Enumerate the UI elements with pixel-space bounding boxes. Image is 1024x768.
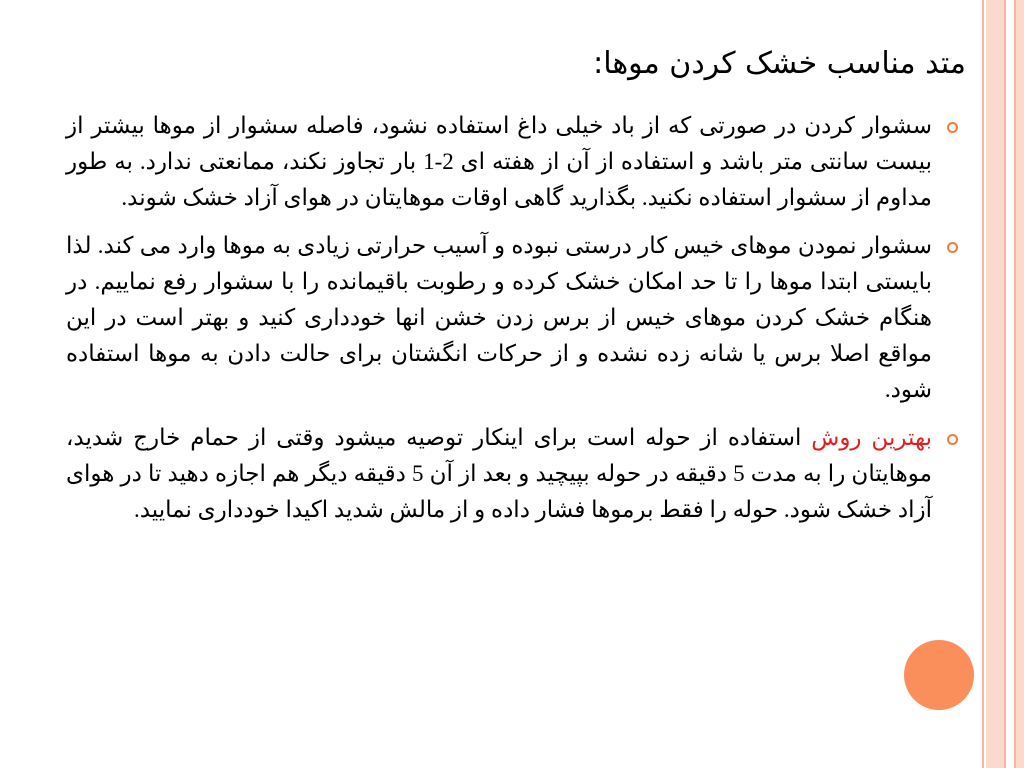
bullet-circle-icon	[947, 434, 958, 445]
bullet-paragraph	[66, 228, 946, 408]
border-stripe	[986, 0, 1004, 768]
bullet-text: سشوار نمودن موهای خیس کار درستی نبوده و آسیب حرارتی زیادی به موها وارد می کند. لذا بایستی ابتدا موها را تا حد امکان خشک کرده و رطوبت باقیمانده را با سشوار رفع نماییم. در هنگام خشک کردن موهای خیس از برس زدن خشن انها خودداری کنید و بهتر است در این مواقع اصلا برس یا شانه زده نشده و از حرکات انگشتان برای حالت دادن به موها استفاده شود.	[66, 233, 932, 402]
bullet-text: سشوار کردن در صورتی که از باد خیلی داغ استفاده نشود، فاصله سشوار از موها بیشتر از بیست سانتی متر باشد و استفاده از آن از هفته ای 2-1 بار تجاوز نکند، ممانعتی ندارد. به طور مداوم از سشوار استفاده نکنید. بگذارید گاهی اوقات موهایتان در هوای آزاد خشک شوند.	[66, 113, 933, 210]
border-stripe	[982, 0, 984, 768]
bullet-paragraph	[66, 420, 946, 528]
slide-content	[66, 108, 946, 540]
bullet-circle-icon	[947, 242, 958, 253]
bullet-text: استفاده از حوله است برای اینکار توصیه میشود وقتی از حمام خارج شدید، موهایتان را به مدت 5 دقیقه در حوله بپیچید و بعد از آن 5 دقیقه دیگر هم اجازه دهید تا در هوای آزاد خشک شود. حوله را فقط برموها فشار داده و از مالش شدید اکیدا خودداری نمایید.	[66, 425, 933, 522]
border-stripe	[1006, 0, 1014, 768]
border-stripe	[1016, 0, 1024, 768]
slide-title: متد مناسب خشک کردن موها:	[593, 46, 966, 81]
bullet-circle-icon	[947, 122, 958, 133]
highlight-text: بهترین روش	[801, 425, 932, 450]
decorative-circle	[904, 640, 974, 710]
bullet-paragraph	[66, 108, 946, 216]
